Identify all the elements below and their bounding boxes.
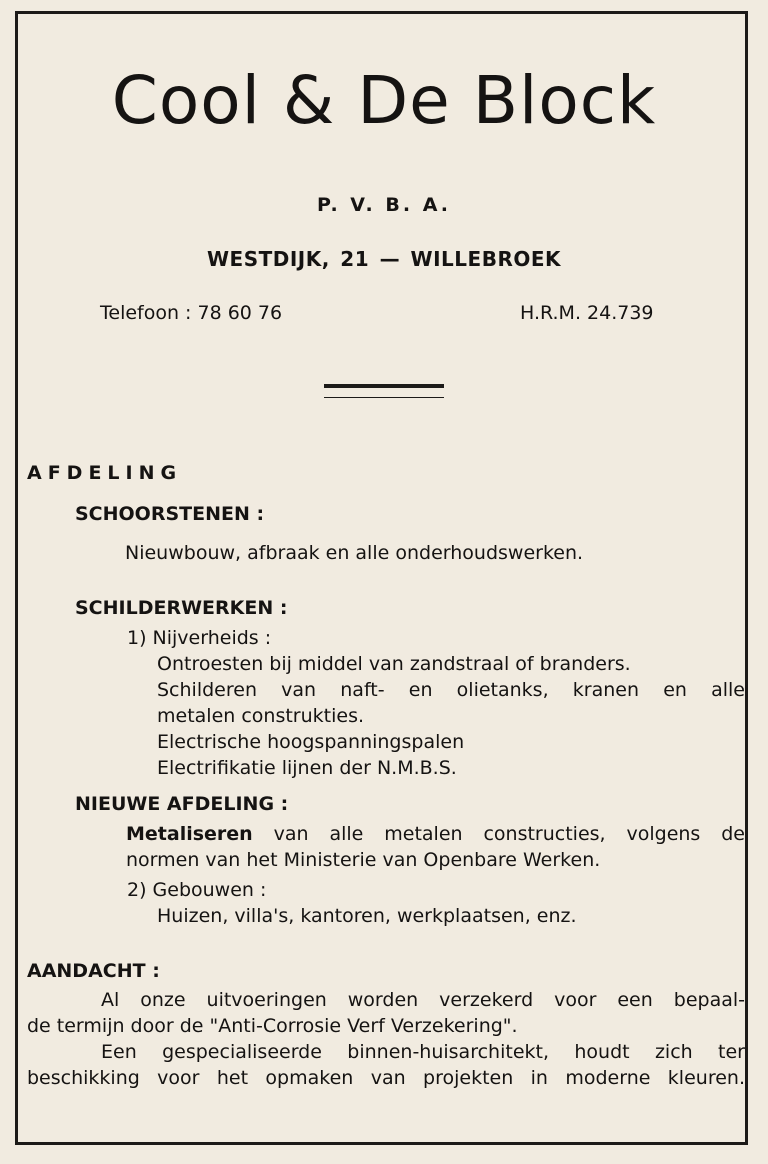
phone-number: Telefoon : 78 60 76	[100, 302, 283, 324]
divider-thin	[324, 397, 444, 398]
section-label: AFDELING	[27, 462, 183, 484]
nieuwe-afdeling-heading: NIEUWE AFDELING :	[75, 793, 289, 815]
schilderwerken-line: Electrische hoogspanningspalen	[157, 731, 465, 753]
aandacht-line: Een gespecialiseerde binnen-huisarchitekt, houdt zich ter	[101, 1041, 745, 1063]
metaliseren-line	[126, 823, 745, 845]
aandacht-line: de termijn door de "Anti-Corrosie Verf Verzekering".	[27, 1015, 518, 1037]
schilderwerken-line: Schilderen van naft- en olietanks, kranen en alle	[157, 679, 745, 701]
company-name: Cool & De Block	[111, 62, 657, 139]
schilderwerken-line: Electrifikatie lijnen der N.M.B.S.	[157, 757, 457, 779]
schilderwerken-line: metalen construkties.	[157, 705, 365, 727]
legal-form: P. V. B. A.	[317, 194, 451, 216]
aandacht-line: Al onze uitvoeringen worden verzekerd voor een bepaal-	[101, 989, 745, 1011]
schilderwerken-heading: SCHILDERWERKEN :	[75, 597, 288, 619]
gebouwen-text: Huizen, villa's, kantoren, werkplaatsen, enz.	[157, 905, 577, 927]
gebouwen-item-label: 2) Gebouwen :	[127, 879, 267, 901]
metaliseren-bold: Metaliseren	[126, 823, 253, 845]
schoorstenen-text: Nieuwbouw, afbraak en alle onderhoudswerken.	[125, 542, 584, 564]
registration-number: H.R.M. 24.739	[520, 302, 654, 324]
schilderwerken-item-label: 1) Nijverheids :	[127, 627, 272, 649]
schoorstenen-heading: SCHOORSTENEN :	[75, 503, 265, 525]
aandacht-heading: AANDACHT :	[27, 960, 160, 982]
divider-thick	[324, 384, 444, 388]
metaliseren-line-2: normen van het Ministerie van Openbare Werken.	[126, 849, 601, 871]
address: WESTDIJK, 21 — WILLEBROEK	[206, 247, 562, 271]
aandacht-line: beschikking voor het opmaken van projekten in moderne kleuren.	[27, 1067, 745, 1089]
schilderwerken-line: Ontroesten bij middel van zandstraal of branders.	[157, 653, 631, 675]
metaliseren-rest: van alle metalen constructies, volgens de	[252, 823, 745, 845]
